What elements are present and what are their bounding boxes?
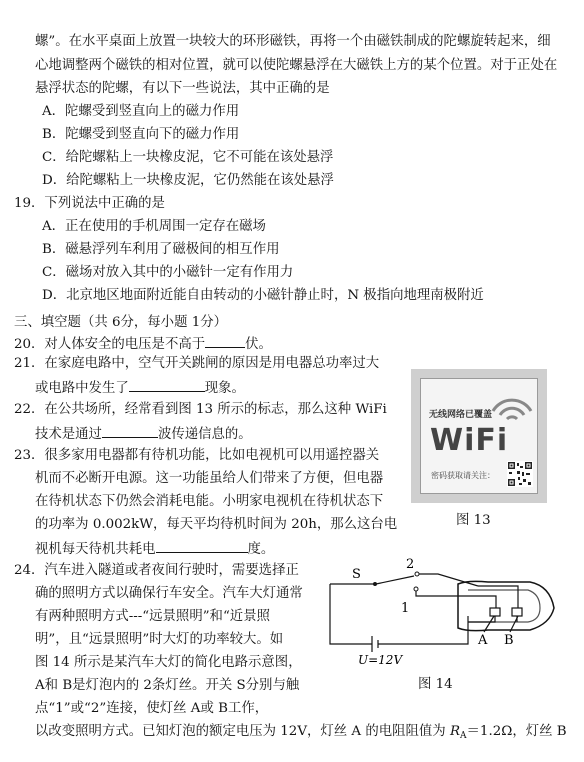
q23-line-3: 在待机状态下仍然会消耗电能。小明家电视机在待机状态下: [35, 494, 384, 509]
q21-text-before: 或电路中发生了: [35, 381, 129, 396]
resistance-symbol: R: [449, 724, 461, 739]
q23-line-4: 的功率为 0.002kW，每天平均待机时间为 20h，那么这台电: [35, 517, 398, 532]
wire-left: [330, 584, 372, 644]
q23-line-1: 23．很多家用电器都有待机功能，比如电视机可以用遥控器关: [14, 448, 380, 463]
qr-code-icon: [507, 461, 533, 487]
q23-text-after: 度。: [247, 542, 275, 557]
intro-line-1: 螺”。在水平桌面上放置一块较大的环形磁铁，再将一个由磁铁制成的陀螺旋转起来，细: [35, 34, 551, 49]
q24-line-4: 明”，且“远景照明”时大灯的功率较大。如: [35, 632, 284, 647]
headlight-circuit-diagram: [318, 556, 568, 666]
q18-option-b: B．陀螺受到竖直向下的磁力作用: [42, 127, 240, 142]
q24-line-2: 确的照明方式以确保行车安全。汽车大灯通常: [35, 586, 303, 601]
q24-line-6: A和 B是灯泡内的 2条灯丝。开关 S分别与触: [35, 678, 300, 693]
q24-line-5: 图 14 所示是某汽车大灯的简化电路示意图，: [35, 655, 302, 670]
resistance-subscript: A: [460, 731, 467, 741]
q20-text-before: 20．对人体安全的电压是不高于: [14, 337, 206, 352]
intro-line-3: 悬浮状态的陀螺，有以下一些说法，其中正确的是: [35, 81, 330, 96]
wifi-sign-bottom-text: 密码获取请关注：: [431, 471, 495, 480]
q20-text-after: 伏。: [245, 337, 272, 352]
wifi-sign-top-text: 无线网络已覆盖: [429, 410, 493, 420]
q20-line: [14, 334, 272, 354]
switch-blade: [376, 576, 414, 584]
figure-13-caption: 图 13: [456, 513, 491, 528]
filament-a-label: A: [478, 633, 488, 648]
filament-b-label: B: [504, 633, 514, 648]
q24-line-3: 有两种照明方式---“远景照明”和“近景照: [35, 609, 270, 624]
figure-14-caption: 图 14: [418, 677, 453, 692]
wifi-sign-image: [411, 369, 547, 503]
q21-blank: [129, 378, 205, 392]
contact-2-point: [415, 572, 419, 576]
contact-1-point: [414, 587, 418, 591]
q18-option-c: C．给陀螺粘上一块橡皮泥，它不可能在该处悬浮: [42, 150, 334, 165]
wire-contact-2: [418, 574, 478, 586]
wire-contact-1: [416, 590, 486, 596]
q19-option-b: B．磁悬浮列车利用了磁极间的相互作用: [42, 242, 280, 257]
q18-option-d: D．给陀螺粘上一块橡皮泥，它仍然能在该处悬浮: [42, 173, 334, 188]
q24-last-text-after: ＝1.2Ω，灯丝 B: [466, 724, 567, 739]
intro-line-2: 心地调整两个磁铁的相对位置，就可以使陀螺悬浮在大磁铁上方的某个位置。对于正处在: [35, 58, 558, 73]
q22-text-before: 技术是通过: [35, 427, 102, 442]
q19-option-a: A．正在使用的手机周围一定存在磁场: [42, 219, 266, 234]
switch-label: S: [352, 567, 361, 582]
section-title: 三、填空题（共 6分，每小题 1分）: [14, 315, 228, 330]
q20-blank: [205, 334, 245, 348]
bulb-inner: [468, 590, 540, 622]
switch-pivot: [373, 582, 377, 586]
q22-line-2: [35, 424, 252, 444]
q24-line-8: [35, 723, 567, 745]
q24-last-text-before: 以改变照明方式。已知灯泡的额定电压为 12V，灯丝 A 的电阻阻值为: [35, 724, 450, 739]
q19-option-c: C．磁场对放入其中的小磁针一定有作用力: [42, 265, 294, 280]
wifi-sign-word: WiFi: [430, 423, 509, 458]
q22-line-1: 22．在公共场所，经常看到图 13 所示的标志，那么这种 WiFi: [14, 402, 387, 417]
q23-line-2: 机而不必断开电源。这一功能虽给人们带来了方便，但电器: [35, 471, 384, 486]
q24-line-7: 点“1”或“2”连接，使灯丝 A或 B工作，: [35, 701, 269, 716]
q18-option-a: A．陀螺受到竖直向上的磁力作用: [42, 104, 240, 119]
q23-blank: [156, 539, 248, 553]
q24-line-1: 24．汽车进入隧道或者夜间行驶时，需要选择正: [14, 563, 299, 578]
filament-a: [490, 608, 500, 616]
q21-text-after: 现象。: [204, 381, 245, 396]
q21-line-1: 21．在家庭电路中，空气开关跳闸的原因是用电器总功率过大: [14, 356, 380, 371]
q19-stem: 19．下列说法中正确的是: [14, 196, 165, 211]
wire-bottom: [378, 616, 468, 644]
filament-b: [512, 608, 522, 616]
q22-blank: [102, 424, 158, 438]
wifi-sign-panel: [420, 378, 538, 494]
contact-1-label: 1: [401, 601, 410, 616]
contact-2-label: 2: [406, 557, 415, 572]
q19-option-d: D．北京地区地面附近能自由转动的小磁针静止时，N 极指向地理南极附近: [42, 288, 484, 303]
wifi-signal-icon: [489, 393, 535, 423]
q23-text-before: 视机每天待机共耗电: [35, 542, 156, 557]
q21-line-2: [35, 378, 245, 398]
q22-text-after: 波传递信息的。: [157, 427, 252, 442]
q23-line-5: [35, 539, 274, 559]
voltage-label: U=12V: [358, 653, 403, 666]
